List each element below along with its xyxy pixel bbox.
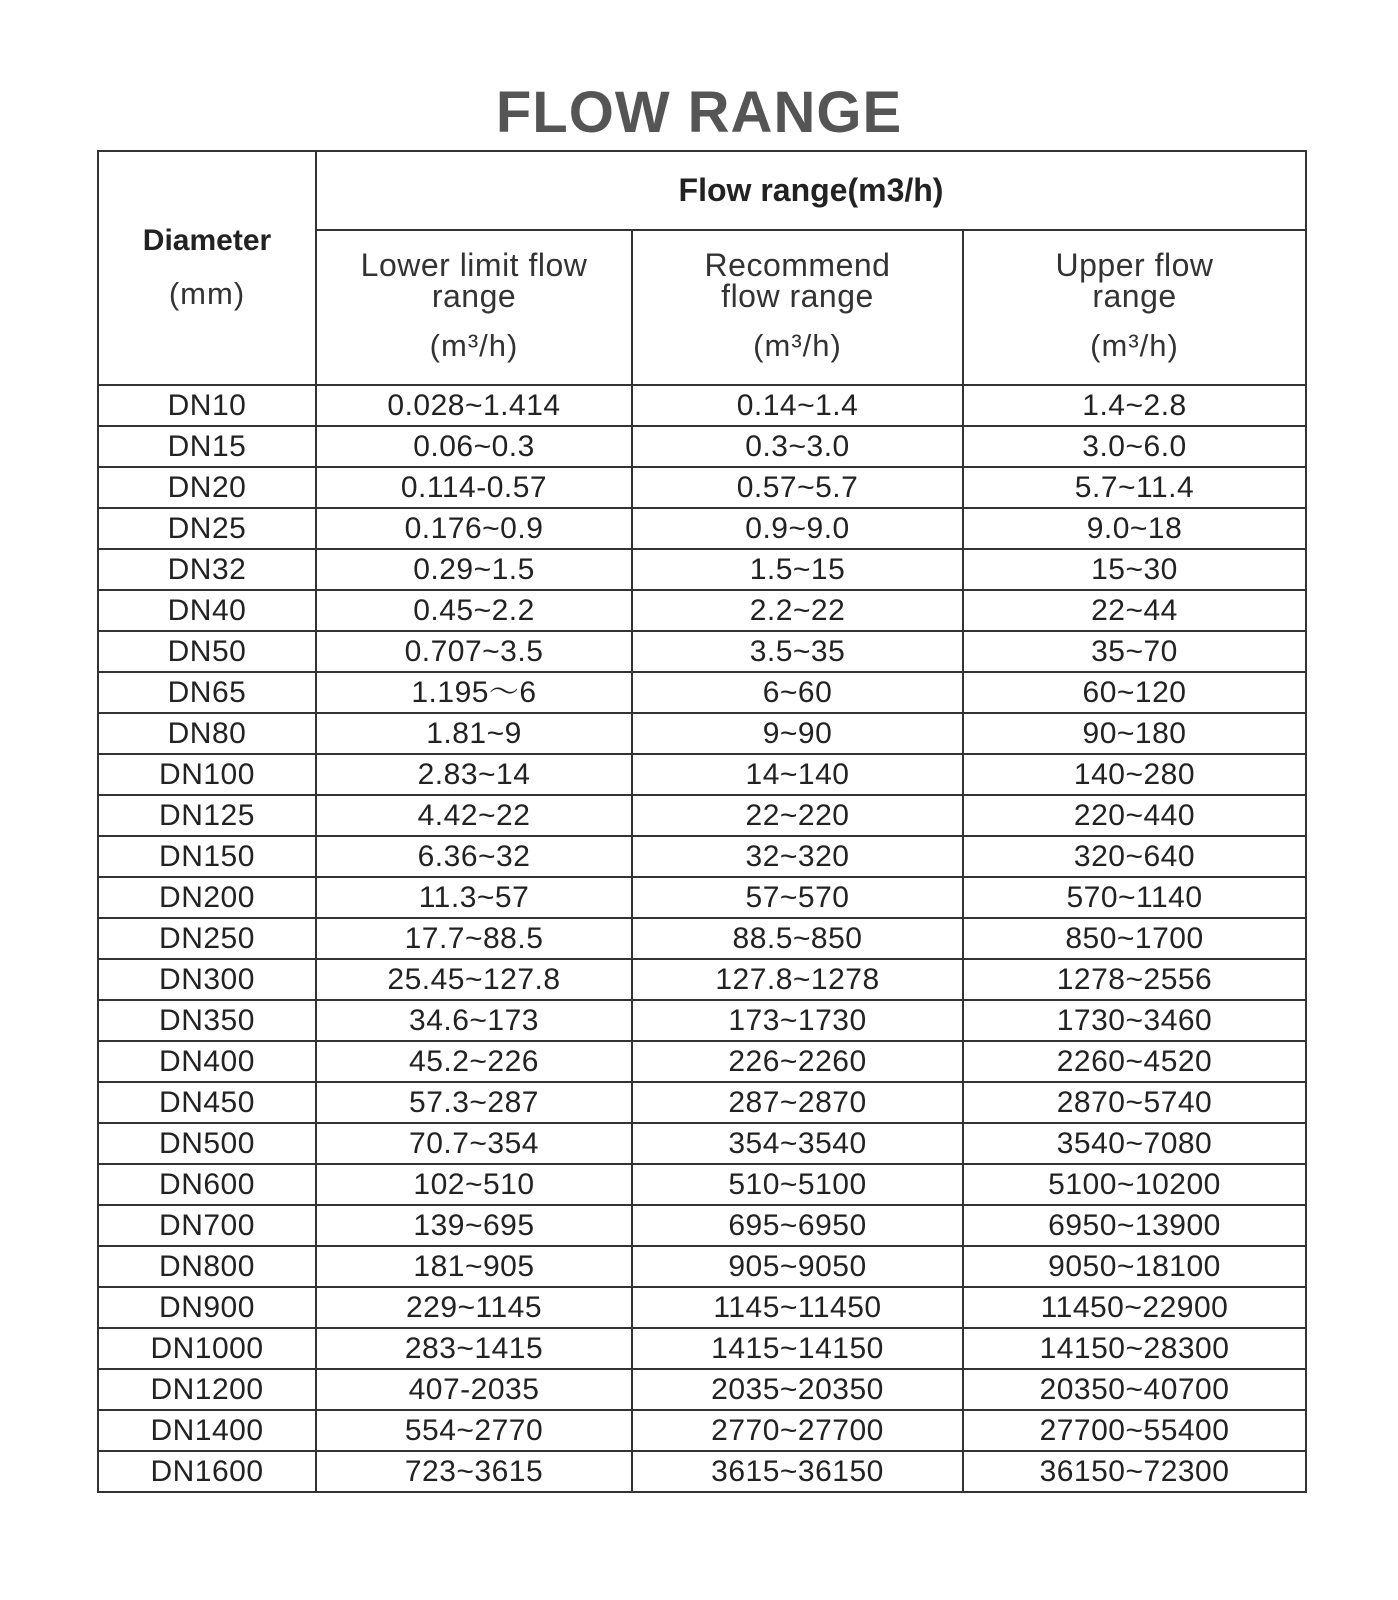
upper-cell: 90~180 — [963, 713, 1306, 754]
recommend-header — [632, 230, 963, 385]
diameter-cell: DN25 — [98, 508, 316, 549]
recommend-cell: 1415~14150 — [632, 1328, 963, 1369]
diameter-cell: DN10 — [98, 385, 316, 426]
lower-limit-cell: 0.45~2.2 — [316, 590, 632, 631]
table-row — [98, 795, 1306, 836]
recommend-cell: 3.5~35 — [632, 631, 963, 672]
lower-limit-cell: 2.83~14 — [316, 754, 632, 795]
recommend-cell: 173~1730 — [632, 1000, 963, 1041]
diameter-cell: DN125 — [98, 795, 316, 836]
diameter-cell: DN600 — [98, 1164, 316, 1205]
table-row — [98, 1246, 1306, 1287]
table-body — [98, 385, 1306, 1492]
lower-limit-cell: 11.3~57 — [316, 877, 632, 918]
lower-limit-cell: 0.707~3.5 — [316, 631, 632, 672]
table-row — [98, 508, 1306, 549]
recommend-cell: 0.3~3.0 — [632, 426, 963, 467]
table-row — [98, 1451, 1306, 1492]
diameter-unit: (mm) — [168, 276, 246, 311]
lower-limit-cell: 0.176~0.9 — [316, 508, 632, 549]
recommend-label: Recommend flow range — [704, 247, 891, 315]
lower-limit-cell: 25.45~127.8 — [316, 959, 632, 1000]
diameter-cell: DN40 — [98, 590, 316, 631]
lower-limit-cell: 723~3615 — [316, 1451, 632, 1492]
recommend-cell: 88.5~850 — [632, 918, 963, 959]
upper-cell: 2870~5740 — [963, 1082, 1306, 1123]
recommend-cell: 510~5100 — [632, 1164, 963, 1205]
table-row — [98, 1328, 1306, 1369]
diameter-cell: DN800 — [98, 1246, 316, 1287]
lower-limit-unit: (m³/h) — [429, 328, 519, 364]
diameter-cell: DN150 — [98, 836, 316, 877]
table-row — [98, 1287, 1306, 1328]
recommend-cell: 0.57~5.7 — [632, 467, 963, 508]
table-row — [98, 959, 1306, 1000]
table-row — [98, 877, 1306, 918]
recommend-cell: 6~60 — [632, 672, 963, 713]
upper-cell: 2260~4520 — [963, 1041, 1306, 1082]
table-row — [98, 754, 1306, 795]
recommend-cell: 2035~20350 — [632, 1369, 963, 1410]
recommend-cell: 22~220 — [632, 795, 963, 836]
lower-limit-cell: 34.6~173 — [316, 1000, 632, 1041]
page-title: FLOW RANGE — [495, 80, 903, 145]
diameter-cell: DN32 — [98, 549, 316, 590]
table-row — [98, 1082, 1306, 1123]
diameter-cell: DN300 — [98, 959, 316, 1000]
recommend-cell: 3615~36150 — [632, 1451, 963, 1492]
recommend-cell: 287~2870 — [632, 1082, 963, 1123]
upper-cell: 1278~2556 — [963, 959, 1306, 1000]
lower-limit-cell: 554~2770 — [316, 1410, 632, 1451]
upper-cell: 9.0~18 — [963, 508, 1306, 549]
recommend-cell: 57~570 — [632, 877, 963, 918]
diameter-cell: DN700 — [98, 1205, 316, 1246]
recommend-cell: 32~320 — [632, 836, 963, 877]
upper-cell: 320~640 — [963, 836, 1306, 877]
table-row — [98, 1123, 1306, 1164]
lower-limit-cell: 283~1415 — [316, 1328, 632, 1369]
diameter-header — [98, 151, 316, 385]
table-row — [98, 1369, 1306, 1410]
recommend-cell: 905~9050 — [632, 1246, 963, 1287]
table-row — [98, 836, 1306, 877]
recommend-cell: 354~3540 — [632, 1123, 963, 1164]
diameter-cell: DN500 — [98, 1123, 316, 1164]
diameter-cell: DN1400 — [98, 1410, 316, 1451]
diameter-label: Diameter — [142, 224, 272, 257]
upper-cell: 35~70 — [963, 631, 1306, 672]
lower-limit-cell: 102~510 — [316, 1164, 632, 1205]
upper-cell: 5.7~11.4 — [963, 467, 1306, 508]
lower-limit-cell: 407-2035 — [316, 1369, 632, 1410]
upper-cell: 11450~22900 — [963, 1287, 1306, 1328]
lower-limit-cell: 6.36~32 — [316, 836, 632, 877]
recommend-cell: 14~140 — [632, 754, 963, 795]
upper-cell: 60~120 — [963, 672, 1306, 713]
recommend-unit: (m³/h) — [753, 328, 842, 364]
diameter-cell: DN1200 — [98, 1369, 316, 1410]
lower-limit-label: Lower limit flow range — [360, 247, 588, 315]
recommend-cell: 1.5~15 — [632, 549, 963, 590]
lower-limit-header — [316, 230, 632, 385]
recommend-cell: 9~90 — [632, 713, 963, 754]
table-row — [98, 1410, 1306, 1451]
upper-cell: 9050~18100 — [963, 1246, 1306, 1287]
upper-cell: 3.0~6.0 — [963, 426, 1306, 467]
table-row — [98, 918, 1306, 959]
upper-cell: 1.4~2.8 — [963, 385, 1306, 426]
table-row — [98, 467, 1306, 508]
lower-limit-cell: 1.81~9 — [316, 713, 632, 754]
lower-limit-cell: 45.2~226 — [316, 1041, 632, 1082]
lower-limit-cell: 1.195～6 — [316, 672, 632, 713]
table-row — [98, 1205, 1306, 1246]
recommend-cell: 0.14~1.4 — [632, 385, 963, 426]
upper-cell: 15~30 — [963, 549, 1306, 590]
upper-cell: 20350~40700 — [963, 1369, 1306, 1410]
lower-limit-cell: 57.3~287 — [316, 1082, 632, 1123]
diameter-cell: DN400 — [98, 1041, 316, 1082]
diameter-cell: DN200 — [98, 877, 316, 918]
recommend-cell: 0.9~9.0 — [632, 508, 963, 549]
lower-limit-cell: 0.114-0.57 — [316, 467, 632, 508]
recommend-cell: 695~6950 — [632, 1205, 963, 1246]
upper-unit: (m³/h) — [1090, 328, 1179, 364]
lower-limit-cell: 4.42~22 — [316, 795, 632, 836]
recommend-cell: 2770~27700 — [632, 1410, 963, 1451]
table-row — [98, 1000, 1306, 1041]
table-row — [98, 672, 1306, 713]
table-row — [98, 426, 1306, 467]
recommend-cell: 1145~11450 — [632, 1287, 963, 1328]
diameter-cell: DN80 — [98, 713, 316, 754]
lower-limit-cell: 229~1145 — [316, 1287, 632, 1328]
lower-limit-cell: 181~905 — [316, 1246, 632, 1287]
upper-cell: 850~1700 — [963, 918, 1306, 959]
recommend-cell: 226~2260 — [632, 1041, 963, 1082]
diameter-cell: DN65 — [98, 672, 316, 713]
upper-cell: 6950~13900 — [963, 1205, 1306, 1246]
diameter-cell: DN15 — [98, 426, 316, 467]
table-row — [98, 631, 1306, 672]
lower-limit-cell: 139~695 — [316, 1205, 632, 1246]
table-row — [98, 590, 1306, 631]
table-row — [98, 713, 1306, 754]
recommend-cell: 2.2~22 — [632, 590, 963, 631]
diameter-cell: DN1600 — [98, 1451, 316, 1492]
diameter-cell: DN900 — [98, 1287, 316, 1328]
diameter-cell: DN450 — [98, 1082, 316, 1123]
upper-header — [963, 230, 1306, 385]
upper-cell: 27700~55400 — [963, 1410, 1306, 1451]
lower-limit-cell: 17.7~88.5 — [316, 918, 632, 959]
upper-cell: 22~44 — [963, 590, 1306, 631]
diameter-cell: DN350 — [98, 1000, 316, 1041]
diameter-cell: DN50 — [98, 631, 316, 672]
diameter-cell: DN20 — [98, 467, 316, 508]
diameter-cell: DN100 — [98, 754, 316, 795]
table-row — [98, 1164, 1306, 1205]
upper-cell: 140~280 — [963, 754, 1306, 795]
diameter-cell: DN250 — [98, 918, 316, 959]
flow-range-table — [97, 150, 1307, 1493]
upper-cell: 36150~72300 — [963, 1451, 1306, 1492]
recommend-cell: 127.8~1278 — [632, 959, 963, 1000]
lower-limit-cell: 70.7~354 — [316, 1123, 632, 1164]
table-row — [98, 385, 1306, 426]
lower-limit-cell: 0.028~1.414 — [316, 385, 632, 426]
table-row — [98, 1041, 1306, 1082]
lower-limit-cell: 0.29~1.5 — [316, 549, 632, 590]
table-row — [98, 549, 1306, 590]
upper-cell: 5100~10200 — [963, 1164, 1306, 1205]
upper-cell: 14150~28300 — [963, 1328, 1306, 1369]
upper-cell: 570~1140 — [963, 877, 1306, 918]
upper-cell: 220~440 — [963, 795, 1306, 836]
upper-cell: 1730~3460 — [963, 1000, 1306, 1041]
upper-cell: 3540~7080 — [963, 1123, 1306, 1164]
upper-label: Upper flow range — [1055, 247, 1214, 315]
lower-limit-cell: 0.06~0.3 — [316, 426, 632, 467]
flow-range-group-header: Flow range(m3/h) — [316, 151, 1306, 230]
diameter-cell: DN1000 — [98, 1328, 316, 1369]
